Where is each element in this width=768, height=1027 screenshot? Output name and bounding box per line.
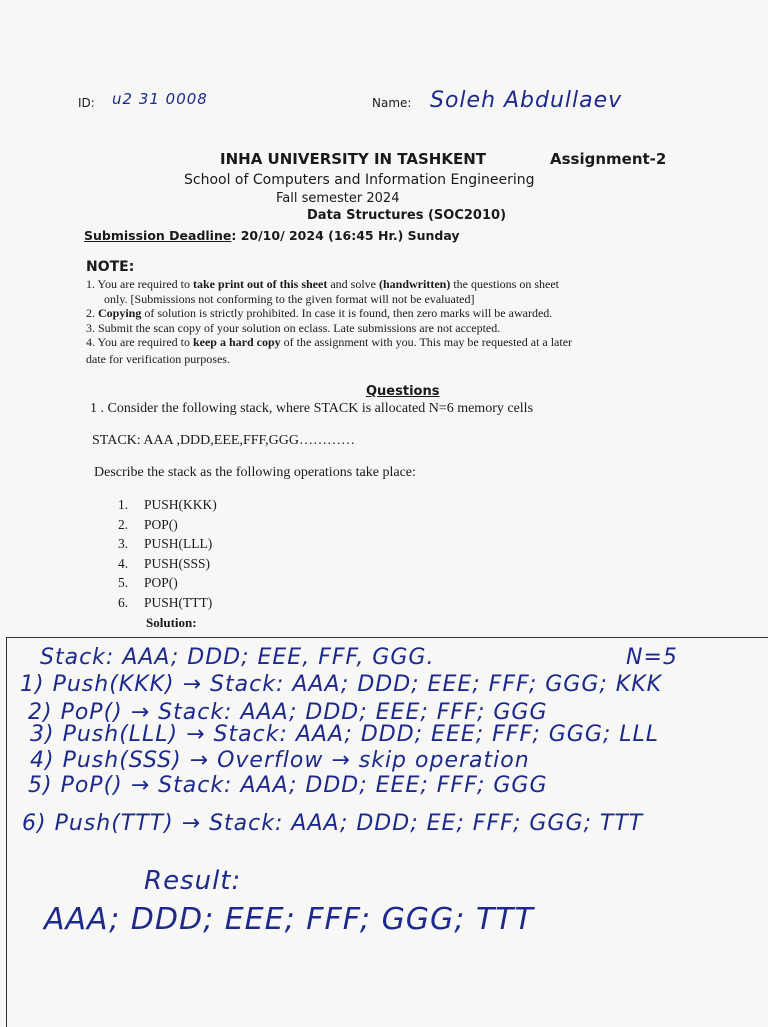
questions-heading: Questions [366, 384, 440, 399]
note-3: 3. Submit the scan copy of your solution on eclass. Late submissions are not accepted. [86, 321, 501, 335]
handwritten-line-6: 6) Push(TTT) → Stack: AAA; DDD; EE; FFF; GGG; TTT [22, 811, 644, 836]
handwritten-result-label: Result: [144, 866, 242, 896]
handwritten-line-3: 3) Push(LLL) → Stack: AAA; DDD; EEE; FFF; GGG; LLL [30, 722, 660, 747]
student-id-handwritten: u2 31 0008 [112, 90, 208, 108]
operation-item [118, 575, 217, 595]
id-label: ID: [78, 96, 95, 110]
operation-text: PUSH(KKK) [144, 497, 217, 512]
operation-item [118, 595, 217, 615]
question-1: 1 . Consider the following stack, where STACK is allocated N=6 memory cells [90, 401, 534, 416]
deadline-value: : 20/10/ 2024 (16:45 Hr.) Sunday [231, 228, 460, 243]
operation-number: 3. [118, 536, 129, 551]
operation-number: 6. [118, 594, 129, 610]
assignment-title: Assignment-2 [550, 150, 667, 168]
handwritten-line-5: 5) PoP() → Stack: AAA; DDD; EEE; FFF; GGG [28, 773, 548, 798]
submission-deadline [84, 228, 460, 243]
operation-text: PUSH(SSS) [144, 555, 211, 571]
operation-number: 4. [118, 555, 129, 571]
note-4-bold: keep a hard copy [192, 335, 281, 349]
school-name: School of Computers and Information Engineering [184, 172, 535, 188]
note-4 [86, 335, 572, 350]
note-4-text: of the assignment with you. This may be requested at a later [280, 335, 573, 349]
note-2-num: 2. [86, 306, 98, 320]
operation-item [118, 556, 217, 576]
operation-text: POP() [144, 516, 178, 532]
name-label: Name: [372, 96, 412, 110]
note-2-text: of solution is strictly prohibited. In case it is found, then zero marks will be awarded. [141, 306, 553, 320]
note-1-text: 1. You are required to [86, 277, 193, 291]
operation-item [118, 497, 217, 517]
operations-list [118, 497, 217, 614]
semester: Fall semester 2024 [276, 191, 400, 206]
note-1-text: the questions on sheet [450, 277, 559, 291]
note-2 [86, 306, 552, 321]
operation-item [118, 536, 217, 556]
handwritten-result-value: AAA; DDD; EEE; FFF; GGG; TTT [44, 902, 534, 937]
note-title: NOTE: [86, 259, 135, 275]
note-2-bold: Copying [98, 306, 142, 320]
university-title: INHA UNIVERSITY IN TASHKENT [220, 150, 486, 168]
note-4-continued: date for verification purposes. [86, 352, 230, 366]
operation-item [118, 517, 217, 537]
note-1-bold: take print out of this sheet [192, 277, 328, 291]
describe-instruction: Describe the stack as the following operations take place: [94, 465, 416, 480]
handwritten-n: N=5 [626, 645, 678, 670]
note-4-text: 4. You are required to [86, 335, 193, 349]
student-name-handwritten: Soleh Abdullaev [430, 88, 623, 113]
operation-number: 2. [118, 516, 129, 532]
note-1 [86, 277, 559, 292]
operation-text: PUSH(LLL) [144, 536, 213, 551]
handwritten-line-stack: Stack: AAA; DDD; EEE, FFF, GGG. [40, 645, 435, 670]
deadline-label: Submission Deadline [84, 228, 232, 243]
handwritten-line-2: 2) PoP() → Stack: AAA; DDD; EEE; FFF; GGG [28, 700, 548, 725]
operation-text: PUSH(TTT) [144, 594, 213, 610]
course-name: Data Structures (SOC2010) [307, 208, 507, 223]
handwritten-line-1: 1) Push(KKK) → Stack: AAA; DDD; EEE; FFF; GGG; KKK [20, 672, 663, 697]
note-1-continued: only. [Submissions not conforming to the given format will not be evaluated] [104, 292, 475, 306]
stack-definition: STACK: AAA ,DDD,EEE,FFF,GGG………… [92, 433, 356, 448]
operation-number: 5. [118, 575, 129, 590]
note-1-text: and solve [327, 277, 379, 291]
solution-label: Solution: [146, 615, 197, 630]
note-1-bold: (handwritten) [378, 277, 451, 291]
operation-number: 1. [118, 497, 129, 512]
operation-text: POP() [144, 575, 178, 590]
handwritten-line-4: 4) Push(SSS) → Overflow → skip operation [30, 748, 530, 773]
